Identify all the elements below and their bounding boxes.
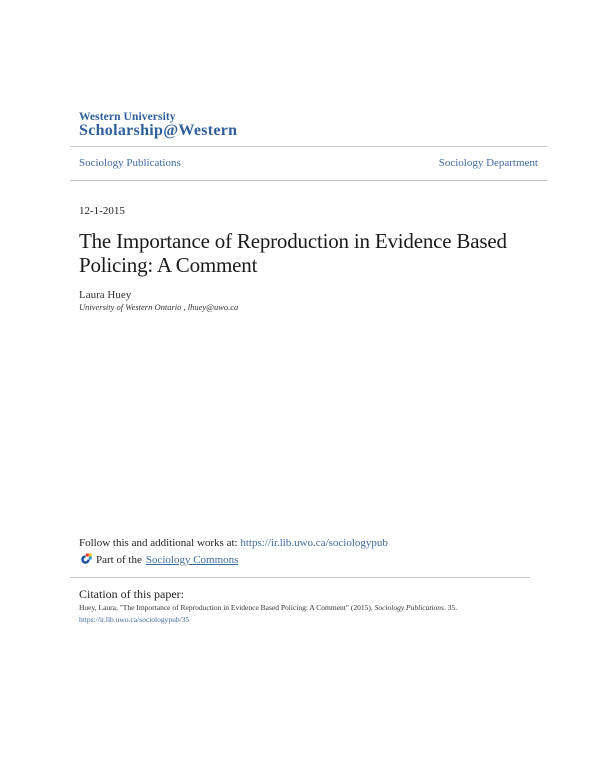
follow-line xyxy=(79,537,388,549)
citation-series: Sociology Publications xyxy=(374,603,444,612)
header-divider xyxy=(70,146,547,147)
citation-main: Huey, Laura, "The Importance of Reproduction in Evidence Based Policing: A Comment" (2015). xyxy=(79,603,375,612)
citation-heading: Citation of this paper: xyxy=(79,587,184,601)
department-link[interactable]: Sociology Department xyxy=(438,157,538,169)
institution-name: Western University xyxy=(79,111,176,123)
repository-name[interactable]: Scholarship@Western xyxy=(79,122,238,139)
citation-text xyxy=(79,603,457,612)
paper-title: The Importance of Reproduction in Evidence Based Policing: A Comment xyxy=(79,229,507,277)
follow-prefix: Follow this and additional works at: xyxy=(79,537,241,549)
collection-link[interactable]: Sociology Publications xyxy=(79,157,181,169)
citation-divider xyxy=(70,577,530,578)
breadcrumb-divider xyxy=(70,180,547,181)
author-name: Laura Huey xyxy=(79,289,132,301)
sociology-commons-link[interactable]: Sociology Commons xyxy=(145,553,239,566)
citation-number: . 35. xyxy=(443,603,458,612)
publication-date: 12-1-2015 xyxy=(79,205,125,217)
follow-url-link[interactable]: https://ir.lib.uwo.ca/sociologypub xyxy=(240,537,388,549)
part-of-line xyxy=(79,553,238,566)
bepress-commons-icon xyxy=(79,553,92,566)
part-of-prefix: Part of the xyxy=(96,553,142,566)
citation-url-link[interactable]: https://ir.lib.uwo.ca/sociologypub/35 xyxy=(79,615,190,624)
author-affiliation: University of Western Ontario , lhuey@uwo.ca xyxy=(79,302,239,312)
